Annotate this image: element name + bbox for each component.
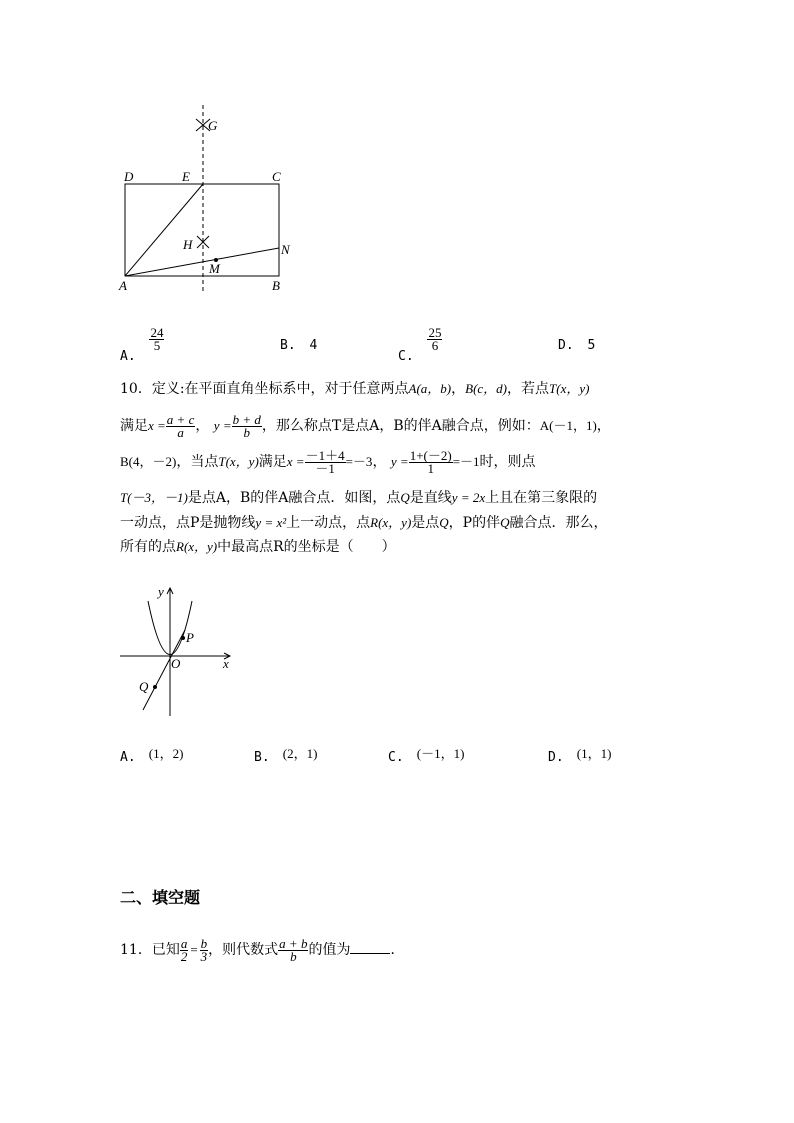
option-c-label: C. (398, 349, 414, 364)
q9-option-c[interactable] (398, 325, 442, 364)
parabola-figure (115, 580, 240, 720)
q9-option-b[interactable] (280, 338, 317, 353)
label-q: Q (139, 679, 149, 694)
option-a-fraction: $\frac{24}{5}$ (150, 325, 164, 353)
label-y: y (158, 584, 164, 599)
option-b-label: B. (254, 750, 270, 765)
q11-line: 11．已知 $\frac{a}{2}$ = $\frac{b}{3}$ ，则代数式 $\frac{a + b}{b}$ 的值为 ． (120, 935, 405, 964)
point-q (153, 685, 157, 689)
q10-line-3: B(4，－2)，当点T(x，y)满足x = $\frac{-1+4}{-1}$ =－3， y = $\frac{1+(-2)}{1}$ =－1时，则点 (120, 447, 536, 476)
q10-option-d[interactable] (548, 746, 611, 765)
option-a-value: (1，2) (148, 746, 184, 761)
label-c: C (272, 169, 281, 184)
option-b-label: B. (280, 338, 296, 353)
label-o: O (171, 656, 181, 671)
segment-ae (125, 184, 203, 276)
q10-option-c[interactable] (388, 746, 464, 765)
segment-an (125, 248, 279, 276)
option-d-value: (1，1) (576, 746, 612, 761)
label-m: M (209, 261, 220, 276)
option-c-value: (－1，1) (416, 746, 465, 761)
q10-option-b[interactable] (254, 746, 317, 765)
option-b-value: (2，1) (282, 746, 318, 761)
label-e: E (182, 169, 190, 184)
label-n: N (281, 242, 290, 257)
point-p (181, 636, 185, 640)
q10-line-1: 10．定义:在平面直角坐标系中，对于任意两点A(a，b)，B(c，d)，若点T(x，y) (120, 381, 590, 397)
rectangle-figure (110, 100, 300, 300)
option-c-label: C. (388, 750, 404, 765)
section-title: 二、填空题 (120, 888, 201, 907)
q9-option-a[interactable] (120, 325, 164, 364)
option-d-label: D. (548, 750, 564, 765)
option-a-label: A. (120, 349, 136, 364)
q10-line-2: 满足x = $\frac{a + c}{a}$ ， y = $\frac{b + d}{b}$ ，那么称点T是点A，B的伴A融合点，例如：A(－1，1)， (120, 411, 611, 440)
option-a-label: A. (120, 750, 136, 765)
label-p: P (186, 630, 194, 645)
answer-blank[interactable] (350, 941, 390, 954)
q10-option-a[interactable] (120, 746, 183, 765)
label-b: B (272, 278, 280, 293)
option-b-value: 4 (309, 338, 318, 353)
label-h: H (183, 237, 193, 252)
q10-line-4: T(－3，－1)是点A，B的伴A融合点．如图，点Q是直线y = 2x上且在第三象限的 (120, 490, 598, 506)
label-g: G (208, 118, 218, 133)
option-d-value: 5 (587, 338, 596, 353)
q10-line-5: 一动点，点P是抛物线y = x²上一动点，点R(x，y)是点Q，P的伴Q融合点．那么， (120, 515, 608, 531)
option-d-label: D. (558, 338, 574, 353)
label-a: A (119, 278, 127, 293)
option-c-fraction: $\frac{25}{6}$ (428, 325, 442, 353)
label-d: D (124, 169, 134, 184)
label-x: x (223, 656, 229, 671)
q10-line-6: 所有的点R(x，y)中最高点R的坐标是（ ） (120, 539, 396, 555)
q9-option-d[interactable] (558, 338, 595, 353)
